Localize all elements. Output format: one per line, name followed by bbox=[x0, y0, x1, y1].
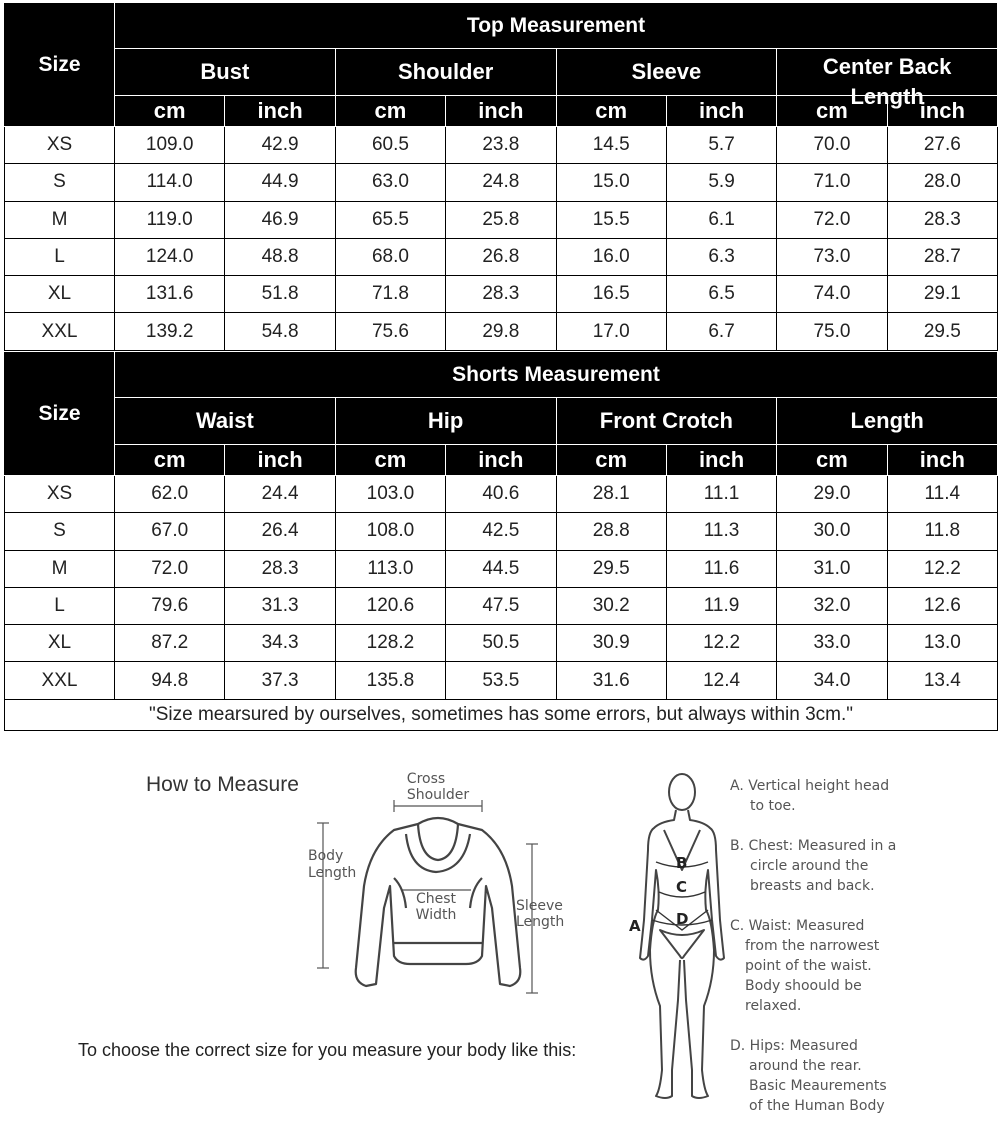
measurement-cell: 11.4 bbox=[887, 476, 997, 513]
measurement-cell: 24.8 bbox=[446, 164, 556, 201]
measurement-cell: 11.9 bbox=[666, 587, 776, 624]
group-header-shoulder: Shoulder bbox=[335, 49, 556, 96]
measurement-cell: 40.6 bbox=[446, 476, 556, 513]
measurement-cell: 120.6 bbox=[335, 587, 445, 624]
measurement-cell: 12.4 bbox=[666, 662, 776, 699]
measurement-cell: 26.8 bbox=[446, 238, 556, 275]
note-line: around the rear. bbox=[749, 1058, 862, 1074]
unit-header-inch: inch bbox=[446, 445, 556, 476]
measurement-cell: 12.2 bbox=[887, 550, 997, 587]
table-row bbox=[5, 513, 998, 550]
size-cell: XXL bbox=[5, 662, 115, 699]
measurement-cell: 103.0 bbox=[335, 476, 445, 513]
measurement-cell: 28.3 bbox=[887, 201, 997, 238]
measurement-cell: 108.0 bbox=[335, 513, 445, 550]
unit-header-cm: cm bbox=[335, 445, 445, 476]
measurement-cell: 94.8 bbox=[115, 662, 225, 699]
cross-shoulder-label: Cross bbox=[406, 771, 446, 787]
measurement-cell: 74.0 bbox=[777, 276, 887, 313]
note-line: B. Chest: Measured in a bbox=[730, 838, 897, 854]
measurement-cell: 65.5 bbox=[335, 201, 445, 238]
measurement-cell: 48.8 bbox=[225, 238, 335, 275]
measurement-cell: 72.0 bbox=[115, 550, 225, 587]
measurement-cell: 79.6 bbox=[115, 587, 225, 624]
note-line: from the narrowest bbox=[745, 938, 880, 954]
marker-c: C bbox=[676, 878, 688, 896]
unit-header-cm: cm bbox=[335, 96, 445, 127]
measurement-cell: 33.0 bbox=[777, 625, 887, 662]
group-header-text: Center Back Length bbox=[822, 54, 952, 109]
measurement-cell: 113.0 bbox=[335, 550, 445, 587]
garment-diagram bbox=[306, 768, 566, 998]
table-body bbox=[5, 127, 998, 351]
measurement-cell: 28.7 bbox=[887, 238, 997, 275]
how-to-measure-heading: How to Measure bbox=[146, 773, 299, 796]
measurement-cell: 63.0 bbox=[335, 164, 445, 201]
note-line: C. Waist: Measured bbox=[730, 918, 865, 934]
measurement-cell: 135.8 bbox=[335, 662, 445, 699]
table-row bbox=[5, 164, 998, 201]
measurement-cell: 11.8 bbox=[887, 513, 997, 550]
table-body bbox=[5, 476, 998, 700]
measurement-cell: 12.2 bbox=[666, 625, 776, 662]
measurement-cell: 28.1 bbox=[556, 476, 666, 513]
measurement-cell: 119.0 bbox=[115, 201, 225, 238]
measurement-cell: 32.0 bbox=[777, 587, 887, 624]
measurement-cell: 6.3 bbox=[666, 238, 776, 275]
unit-header-cm: cm bbox=[777, 96, 887, 127]
size-header: Size bbox=[5, 352, 115, 476]
measurement-cell: 29.5 bbox=[887, 313, 997, 350]
measurement-cell: 60.5 bbox=[335, 127, 445, 164]
unit-header-inch: inch bbox=[666, 96, 776, 127]
group-header-bust: Bust bbox=[115, 49, 336, 96]
measurement-cell: 44.5 bbox=[446, 550, 556, 587]
measurement-cell: 14.5 bbox=[556, 127, 666, 164]
unit-header-inch: inch bbox=[446, 96, 556, 127]
measurement-cell: 28.3 bbox=[446, 276, 556, 313]
note-line: Basic Meaurements bbox=[749, 1078, 887, 1094]
table-row bbox=[5, 201, 998, 238]
measurement-cell: 15.5 bbox=[556, 201, 666, 238]
unit-header-inch: inch bbox=[666, 445, 776, 476]
measurement-cell: 13.0 bbox=[887, 625, 997, 662]
note-a bbox=[730, 776, 889, 816]
note-c bbox=[730, 916, 879, 1016]
table-row bbox=[5, 127, 998, 164]
measurement-cell: 114.0 bbox=[115, 164, 225, 201]
measurement-cell: 124.0 bbox=[115, 238, 225, 275]
measurement-cell: 73.0 bbox=[777, 238, 887, 275]
measurement-cell: 75.6 bbox=[335, 313, 445, 350]
measurement-cell: 87.2 bbox=[115, 625, 225, 662]
sleeve-length-label: Length bbox=[516, 914, 565, 930]
measurement-cell: 28.3 bbox=[225, 550, 335, 587]
group-header-waist: Waist bbox=[115, 398, 336, 445]
measurement-cell: 11.3 bbox=[666, 513, 776, 550]
group-header-center-back-length bbox=[777, 49, 998, 109]
measurement-cell: 16.0 bbox=[556, 238, 666, 275]
note-line: relaxed. bbox=[745, 998, 802, 1014]
note-d bbox=[730, 1036, 887, 1116]
measurement-cell: 30.2 bbox=[556, 587, 666, 624]
measurement-cell: 5.9 bbox=[666, 164, 776, 201]
group-header-hip: Hip bbox=[335, 398, 556, 445]
measurement-cell: 28.0 bbox=[887, 164, 997, 201]
measurement-cell: 139.2 bbox=[115, 313, 225, 350]
measurement-cell: 70.0 bbox=[777, 127, 887, 164]
body-length-label: Body bbox=[308, 848, 344, 864]
size-cell: XS bbox=[5, 476, 115, 513]
measurement-cell: 54.8 bbox=[225, 313, 335, 350]
top-measurement-table bbox=[4, 2, 998, 351]
size-cell: XL bbox=[5, 625, 115, 662]
measurement-cell: 30.0 bbox=[777, 513, 887, 550]
measurement-cell: 28.8 bbox=[556, 513, 666, 550]
measurement-cell: 53.5 bbox=[446, 662, 556, 699]
measurement-cell: 24.4 bbox=[225, 476, 335, 513]
note-line: point of the waist. bbox=[745, 958, 872, 974]
unit-header-inch: inch bbox=[225, 96, 335, 127]
table-row bbox=[5, 662, 998, 699]
measurement-cell: 42.9 bbox=[225, 127, 335, 164]
sleeve-length-label: Sleeve bbox=[516, 898, 563, 914]
measurement-cell: 71.0 bbox=[777, 164, 887, 201]
marker-d: D bbox=[676, 910, 689, 928]
cross-shoulder-label: Shoulder bbox=[406, 787, 470, 803]
table-row bbox=[5, 276, 998, 313]
measurement-cell: 12.6 bbox=[887, 587, 997, 624]
size-cell: XXL bbox=[5, 313, 115, 350]
size-cell: M bbox=[5, 550, 115, 587]
measurement-cell: 67.0 bbox=[115, 513, 225, 550]
measurement-cell: 46.9 bbox=[225, 201, 335, 238]
measurement-cell: 27.6 bbox=[887, 127, 997, 164]
measurement-cell: 6.1 bbox=[666, 201, 776, 238]
measurement-cell: 68.0 bbox=[335, 238, 445, 275]
size-cell: S bbox=[5, 513, 115, 550]
measurement-cell: 15.0 bbox=[556, 164, 666, 201]
measurement-cell: 71.8 bbox=[335, 276, 445, 313]
unit-header-cm: cm bbox=[556, 96, 666, 127]
note-line: Body shoould be bbox=[745, 978, 862, 994]
shorts-measurement-table bbox=[4, 351, 998, 731]
unit-header-inch: inch bbox=[887, 96, 997, 127]
measurement-cell: 31.3 bbox=[225, 587, 335, 624]
measurement-cell: 25.8 bbox=[446, 201, 556, 238]
measurement-cell: 34.3 bbox=[225, 625, 335, 662]
measurement-cell: 11.6 bbox=[666, 550, 776, 587]
body-diagram bbox=[626, 770, 736, 1120]
measurement-cell: 34.0 bbox=[777, 662, 887, 699]
table-row bbox=[5, 313, 998, 350]
body-length-label: Length bbox=[308, 865, 357, 881]
measurement-cell: 62.0 bbox=[115, 476, 225, 513]
note-line: A. Vertical height head bbox=[730, 778, 890, 794]
measurement-cell: 37.3 bbox=[225, 662, 335, 699]
table-row bbox=[5, 625, 998, 662]
measurement-cell: 6.5 bbox=[666, 276, 776, 313]
measurement-cell: 109.0 bbox=[115, 127, 225, 164]
note-line: circle around the bbox=[750, 858, 869, 874]
disclaimer-note: "Size mearsured by ourselves, sometimes has some errors, but always within 3cm." bbox=[5, 699, 998, 730]
size-cell: M bbox=[5, 201, 115, 238]
unit-header-cm: cm bbox=[777, 445, 887, 476]
chest-width-label: Chest bbox=[415, 891, 457, 907]
unit-header-cm: cm bbox=[556, 445, 666, 476]
measurement-cell: 29.8 bbox=[446, 313, 556, 350]
note-b bbox=[730, 836, 896, 896]
measurement-cell: 5.7 bbox=[666, 127, 776, 164]
measurement-cell: 29.0 bbox=[777, 476, 887, 513]
measurement-cell: 47.5 bbox=[446, 587, 556, 624]
measurement-cell: 29.5 bbox=[556, 550, 666, 587]
group-header-front-crotch: Front Crotch bbox=[556, 398, 777, 445]
note-line: breasts and back. bbox=[750, 878, 875, 894]
body-outline bbox=[640, 774, 724, 1098]
measurement-cell: 131.6 bbox=[115, 276, 225, 313]
table-row bbox=[5, 550, 998, 587]
table-row bbox=[5, 476, 998, 513]
measurement-cell: 31.0 bbox=[777, 550, 887, 587]
measurement-cell: 42.5 bbox=[446, 513, 556, 550]
group-header-length: Length bbox=[777, 398, 998, 445]
size-cell: L bbox=[5, 238, 115, 275]
measurement-cell: 6.7 bbox=[666, 313, 776, 350]
marker-a: A bbox=[629, 917, 641, 935]
measurement-cell: 29.1 bbox=[887, 276, 997, 313]
size-cell: XS bbox=[5, 127, 115, 164]
measurement-cell: 75.0 bbox=[777, 313, 887, 350]
measurement-cell: 128.2 bbox=[335, 625, 445, 662]
measurement-cell: 50.5 bbox=[446, 625, 556, 662]
size-header: Size bbox=[5, 3, 115, 127]
unit-header-cm: cm bbox=[115, 96, 225, 127]
group-header-sleeve: Sleeve bbox=[556, 49, 777, 96]
measurement-cell: 11.1 bbox=[666, 476, 776, 513]
table-title: Top Measurement bbox=[115, 3, 998, 49]
size-cell: XL bbox=[5, 276, 115, 313]
unit-header-cm: cm bbox=[115, 445, 225, 476]
chest-width-label: Width bbox=[415, 907, 457, 923]
marker-b: B bbox=[676, 854, 688, 872]
measurement-cell: 30.9 bbox=[556, 625, 666, 662]
instruction-text: To choose the correct size for you measure your body like this: bbox=[78, 1040, 577, 1060]
measurement-cell: 17.0 bbox=[556, 313, 666, 350]
measurement-cell: 31.6 bbox=[556, 662, 666, 699]
measurement-cell: 44.9 bbox=[225, 164, 335, 201]
note-line: to toe. bbox=[750, 798, 796, 814]
note-line: of the Human Body bbox=[749, 1098, 885, 1114]
measurement-cell: 13.4 bbox=[887, 662, 997, 699]
measurement-cell: 23.8 bbox=[446, 127, 556, 164]
measurement-cell: 26.4 bbox=[225, 513, 335, 550]
unit-header-inch: inch bbox=[225, 445, 335, 476]
measurement-cell: 72.0 bbox=[777, 201, 887, 238]
measurement-cell: 51.8 bbox=[225, 276, 335, 313]
table-title: Shorts Measurement bbox=[115, 352, 998, 398]
unit-header-inch: inch bbox=[887, 445, 997, 476]
table-row bbox=[5, 238, 998, 275]
size-cell: L bbox=[5, 587, 115, 624]
note-line: D. Hips: Measured bbox=[730, 1038, 858, 1054]
size-cell: S bbox=[5, 164, 115, 201]
table-row bbox=[5, 587, 998, 624]
measurement-cell: 16.5 bbox=[556, 276, 666, 313]
